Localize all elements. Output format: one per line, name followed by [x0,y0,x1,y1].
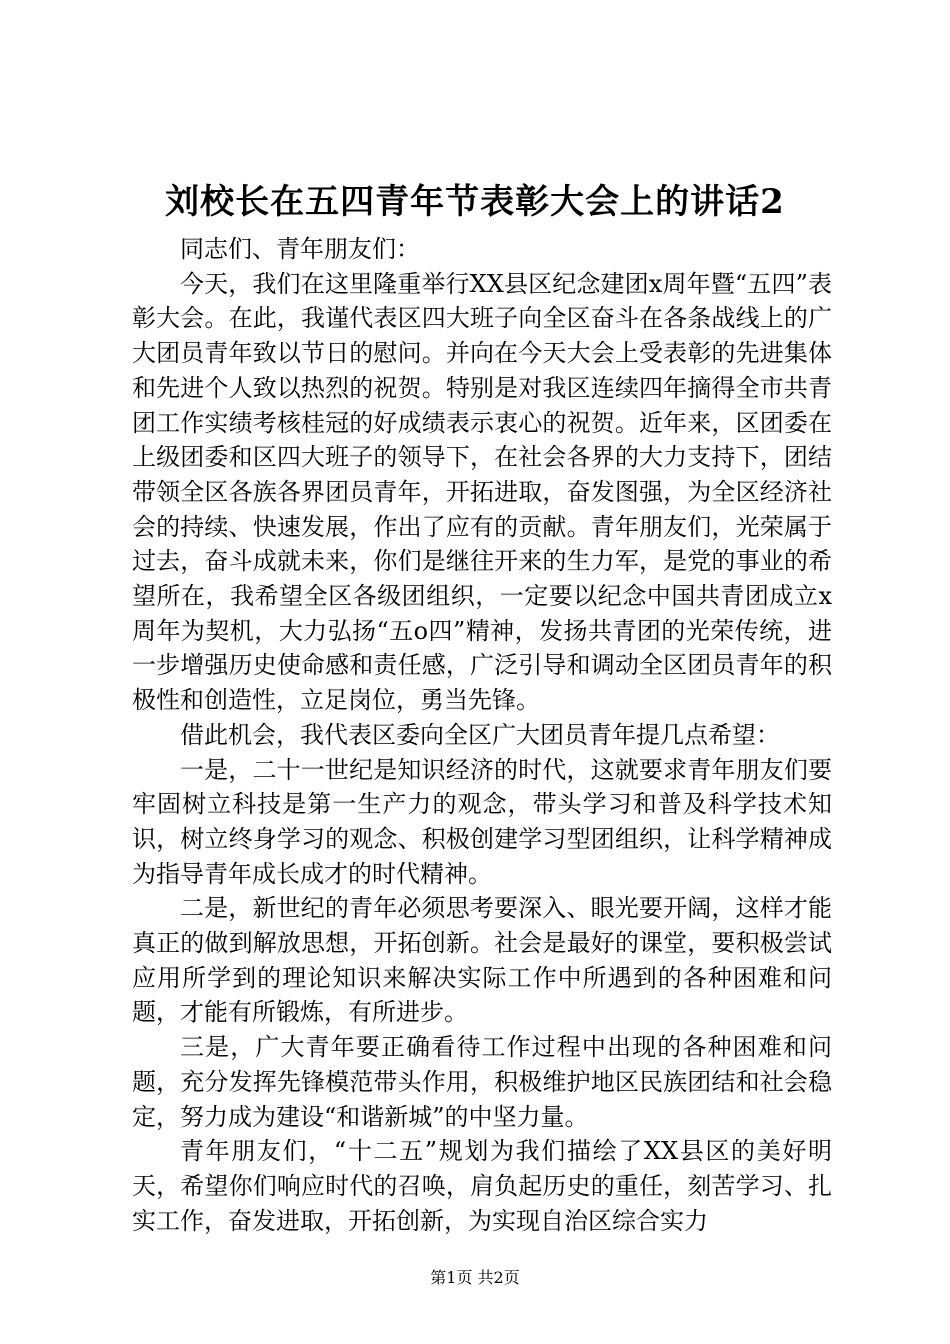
salutation-paragraph: 同志们、青年朋友们： [180,235,420,263]
hope-three-paragraph: 三是，广大青年要正确看待工作过程中出现的各种困难和问题，充分发挥先锋模范带头作用，积极维护地区民族团结和社会稳定，努力成为建设“和谐新城”的中坚力量。 [132,1033,832,1131]
hope-one-paragraph: 一是，二十一世纪是知识经济的时代，这就要求青年朋友们要牢固树立科技是第一生产力的观念，带头学习和普及科学技术知识，树立终身学习的观念、积极创建学习型团组织，让科学精神成为指导青年成长成才的时代精神。 [132,755,832,888]
page-number-footer: 第1页 共2页 [430,1268,520,1287]
document-title: 刘校长在五四青年节表彰大会上的讲话2 [165,182,785,222]
document-body [132,232,832,1238]
hope-two-paragraph: 二是，新世纪的青年必须思考要深入、眼光要开阔，这样才能真正的做到解放思想，开拓创新。社会是最好的课堂，要积极尝试应用所学到的理论知识来解决实际工作中所遇到的各种困难和问题，才能有所锻炼，有所进步。 [132,894,832,1027]
closing-paragraph: 青年朋友们，“十二五”规划为我们描绘了XX县区的美好明天，希望你们响应时代的召唤，肩负起历史的重任，刻苦学习、扎实工作，奋发进取，开拓创新，为实现自治区综合实力 [132,1137,832,1235]
hopes-intro-paragraph: 借此机会，我代表区委向全区广大团员青年提几点希望： [180,720,780,749]
opening-paragraph: 今天，我们在这里隆重举行XX县区纪念建团x周年暨“五四”表彰大会。在此，我谨代表区四大班子向全区奋斗在各条战线上的广大团员青年致以节日的慰问。并向在今天大会上受表彰的先进集体和先进个人致以热烈的祝贺。特别是对我区连续四年摘得全市共青团工作实绩考核桂冠的好成绩表示衷心的祝贺。近年来，区团委在上级团委和区四大班子的领导下，在社会各界的大力支持下，团结带领全区各族各界团员青年，开拓进取，奋发图强，为全区经济社会的持续、快速发展，作出了应有的贡献。青年朋友们，光荣属于过去，奋斗成就未来，你们是继往开来的生力军，是党的事业的希望所在，我希望全区各级团组织，一定要以纪念中国共青团成立x周年为契机，大力弘扬“五o四”精神，发扬共青团的光荣传统，进一步增强历史使命感和责任感，广泛引导和调动全区团员青年的积极性和创造性，立足岗位，勇当先锋。 [132,269,832,715]
